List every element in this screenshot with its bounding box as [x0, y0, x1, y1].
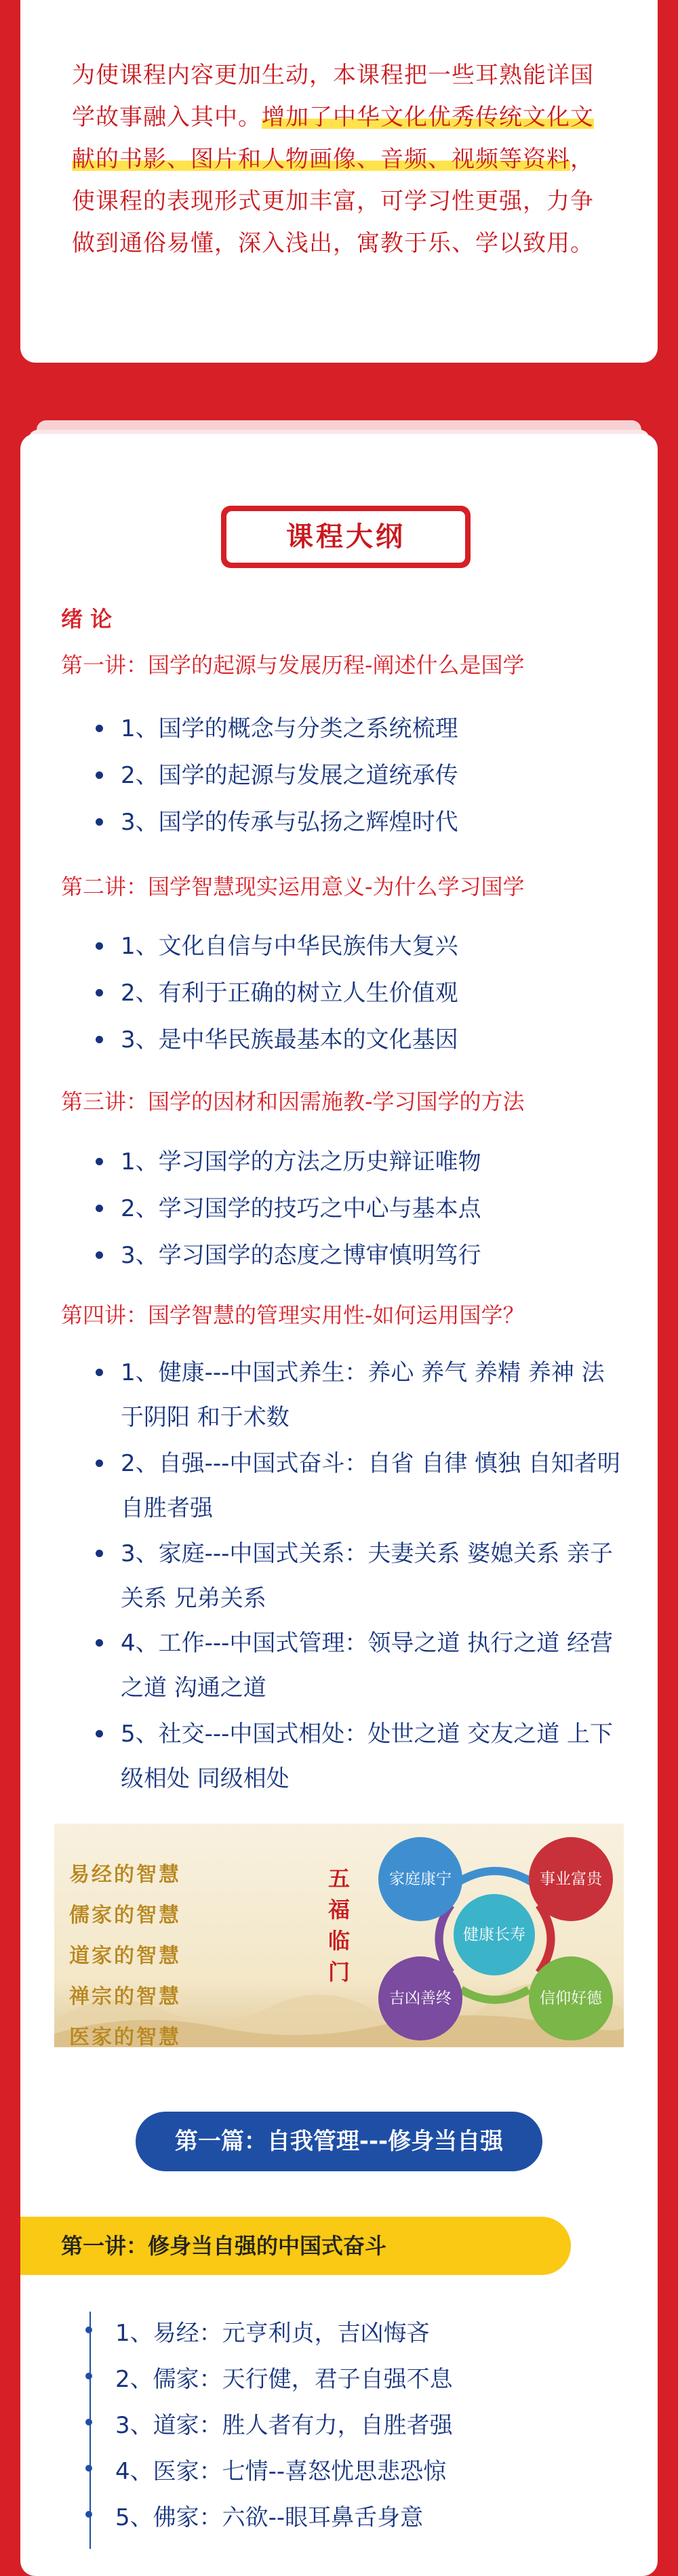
intro-highlight: 增加了中华文化优秀传统文化文献的书影、图片和人物画像、音频、视频等资料 [72, 104, 594, 173]
lecture-2-item: 3、是中华民族最基本的文化基因 [121, 1018, 622, 1062]
lecture-2-title: 第二讲：国学智慧现实运用意义-为什么学习国学 [61, 874, 525, 900]
lecture-4-item: 3、家庭---中国式关系：夫妻关系 婆媳关系 亲子关系 兄弟关系 [121, 1531, 622, 1621]
part-1-heading: 第一篇：自我管理---修身当自强 [136, 2112, 542, 2171]
blessing-circle: 信仰好德 [529, 1956, 613, 2040]
five-blessings-banner [54, 1824, 624, 2047]
outline-title-box [221, 506, 471, 568]
lecture-4-item: 2、自强---中国式奋斗：自省 自律 慎独 自知者明 自胜者强 [121, 1441, 622, 1531]
intro-section-heading: 绪 论 [61, 606, 113, 632]
part-1-lecture-bar: 第一讲：修身当自强的中国式奋斗 [20, 2217, 571, 2275]
part-1-item: 1、易经：元亨利贞，吉凶悔吝 [115, 2314, 430, 2348]
wisdom-label: 道家的智慧 [69, 1944, 181, 1968]
wisdom-label: 易经的智慧 [69, 1863, 181, 1887]
wisdom-label: 医家的智慧 [69, 2026, 181, 2047]
blessing-circle: 吉凶善终 [378, 1956, 462, 2040]
part-1-item: 5、佛家：六欲--眼耳鼻舌身意 [115, 2499, 423, 2532]
lecture-1-title: 第一讲：国学的起源与发展历程-阐述什么是国学 [61, 652, 525, 678]
lecture-4-item: 4、工作---中国式管理：领导之道 执行之道 经营之道 沟通之道 [121, 1621, 622, 1710]
intro-text-1: 为使课程内容更加生动，本课程把一些耳熟能详国学故事融入其中。 [72, 62, 594, 131]
outline-title: 课程大纲 [226, 511, 465, 563]
blessing-circle: 家庭康宁 [378, 1837, 462, 1921]
blessing-circle: 事业富贵 [529, 1837, 613, 1921]
lecture-3-item: 1、学习国学的方法之历史辩证唯物 [121, 1140, 622, 1184]
part-1-item: 2、儒家：天行健，君子自强不息 [115, 2360, 453, 2394]
lecture-1-item: 3、国学的传承与弘扬之辉煌时代 [121, 800, 622, 845]
lecture-4-title: 第四讲：国学智慧的管理实用性-如何运用国学？ [61, 1302, 525, 1328]
lecture-2-item: 2、有利于正确的树立人生价值观 [121, 971, 622, 1015]
lecture-3-title: 第三讲：国学的因材和因需施教-学习国学的方法 [61, 1089, 525, 1114]
lecture-1-item: 1、国学的概念与分类之系统梳理 [121, 706, 622, 751]
blessing-circle: 健康长寿 [454, 1894, 535, 1975]
part-1-item: 3、道家：胜人者有力，自胜者强 [115, 2407, 453, 2440]
lecture-4-item: 5、社交---中国式相处：处世之道 交友之道 上下级相处 同级相处 [121, 1712, 622, 1801]
intro-card [20, 0, 658, 363]
five-blessings-title: 五福临门 [327, 1866, 350, 1985]
part-1-item: 4、医家：七情--喜怒忧思悲恐惊 [115, 2453, 446, 2486]
lecture-4-item: 1、健康---中国式养生：养心 养气 养精 养神 法于阴阳 和于术数 [121, 1350, 622, 1440]
lecture-3-item: 3、学习国学的态度之博审慎明笃行 [121, 1233, 622, 1278]
outline-card [20, 434, 658, 2576]
intro-text-2: ，使课程的表现形式更加丰富，可学习性更强，力争做到通俗易懂，深入浅出，寓教于乐、学以致用。 [72, 146, 594, 257]
lecture-1-item: 2、国学的起源与发展之道统承传 [121, 753, 622, 798]
wisdom-label: 儒家的智慧 [69, 1904, 181, 1927]
lecture-3-item: 2、学习国学的技巧之中心与基本点 [121, 1186, 622, 1231]
lecture-2-item: 1、文化自信与中华民族伟大复兴 [121, 924, 622, 969]
wisdom-label: 禅宗的智慧 [69, 1985, 181, 2009]
intro-paragraph [72, 54, 610, 264]
